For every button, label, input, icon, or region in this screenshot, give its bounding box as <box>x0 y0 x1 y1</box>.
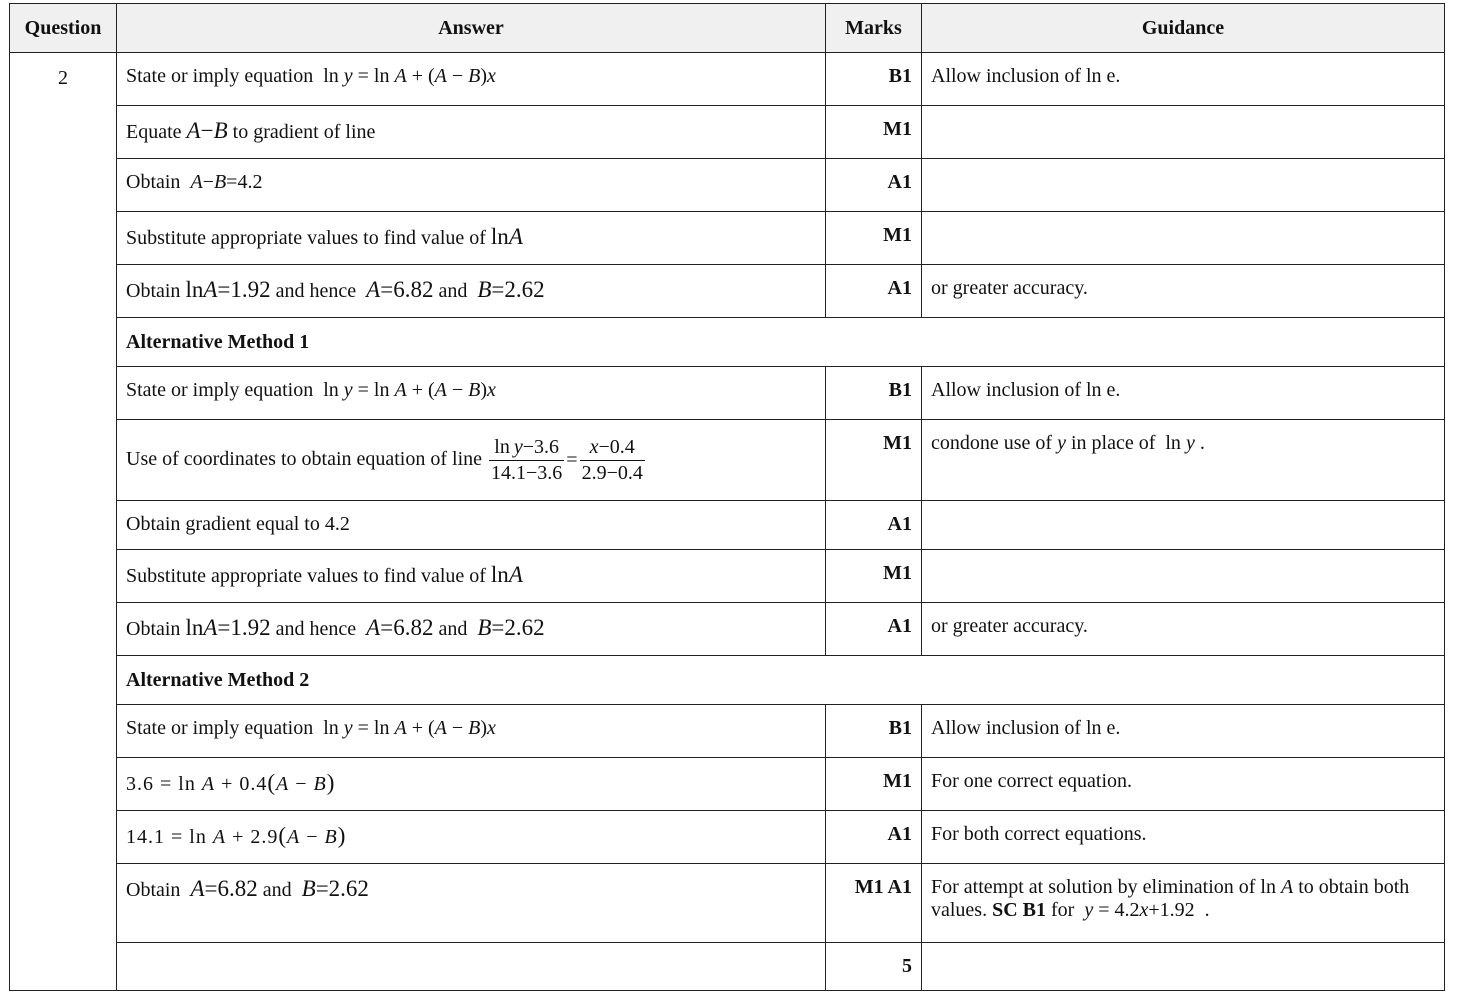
guidance-cell: For both correct equations. <box>922 811 1445 864</box>
guidance-cell: condone use of y in place of ln y . <box>922 420 1445 501</box>
table-row <box>10 501 1445 550</box>
guidance-cell <box>922 501 1445 550</box>
fraction-x: $\frac{x-0.4}{2.9-0.4}$ <box>581 435 643 484</box>
mark-cell: A1 <box>826 265 922 318</box>
table-row <box>10 159 1445 212</box>
mark-cell: M1 <box>826 212 922 265</box>
answer-cell: Use of coordinates to obtain equation of line $\frac{\text{ln y−3.6}}{14.1-3.6}$ = $\frac{x-0.4}{2.9-0.4}$ <box>117 420 826 501</box>
guidance-cell: or greater accuracy. <box>922 603 1445 656</box>
equation-ln-form: ln y = ln A + (A − B)x <box>323 65 496 87</box>
guidance-cell <box>922 159 1445 212</box>
answer-cell: 3.6 = ln A + 0.4(A − B) <box>117 758 826 811</box>
header-answer: Answer <box>117 4 826 53</box>
guidance-cell: For one correct equation. <box>922 758 1445 811</box>
header-question: Question <box>10 4 117 53</box>
mark-cell: A1 <box>826 501 922 550</box>
section-title-alt-method-2: Alternative Method 2 <box>117 656 1445 705</box>
table-row <box>10 811 1445 864</box>
table-row <box>10 550 1445 603</box>
header-guidance: Guidance <box>922 4 1445 53</box>
table-row <box>10 603 1445 656</box>
mark-cell: A1 <box>826 603 922 656</box>
total-row <box>10 943 1445 991</box>
guidance-cell <box>922 550 1445 603</box>
guidance-cell: or greater accuracy. <box>922 265 1445 318</box>
answer-cell: Equate A−B to gradient of line <box>117 106 826 159</box>
mark-cell: B1 <box>826 367 922 420</box>
guidance-cell: Allow inclusion of ln e. <box>922 705 1445 758</box>
header-marks: Marks <box>826 4 922 53</box>
mark-cell: A1 <box>826 811 922 864</box>
table-row <box>10 864 1445 943</box>
header-row <box>10 4 1445 53</box>
equation-ln-form: ln y = ln A + (A − B)x <box>323 379 496 401</box>
table-row <box>10 53 1445 106</box>
guidance-cell <box>922 943 1445 991</box>
answer-cell <box>117 943 826 991</box>
answer-cell: Obtain gradient equal to 4.2 <box>117 501 826 550</box>
mark-cell: M1 <box>826 550 922 603</box>
mark-cell: M1 <box>826 106 922 159</box>
answer-cell: Obtain lnA=1.92 and hence A=6.82 and B=2.62 <box>117 265 826 318</box>
mark-cell: B1 <box>826 53 922 106</box>
answer-cell: State or imply equation ln y = ln A + (A − B)x <box>117 53 826 106</box>
guidance-cell <box>922 212 1445 265</box>
table-row <box>10 106 1445 159</box>
mark-cell: A1 <box>826 159 922 212</box>
table-row <box>10 758 1445 811</box>
mark-cell: M1 <box>826 758 922 811</box>
answer-cell: Obtain lnA=1.92 and hence A=6.82 and B=2.62 <box>117 603 826 656</box>
table-row <box>10 420 1445 501</box>
table-row <box>10 367 1445 420</box>
section-row <box>10 656 1445 705</box>
table-row <box>10 705 1445 758</box>
mark-scheme-table <box>9 3 1445 991</box>
total-marks: 5 <box>826 943 922 991</box>
guidance-cell: Allow inclusion of ln e. <box>922 367 1445 420</box>
answer-cell: State or imply equation ln y = ln A + (A − B)x <box>117 367 826 420</box>
mark-cell: M1 A1 <box>826 864 922 943</box>
answer-cell: 14.1 = ln A + 2.9(A − B) <box>117 811 826 864</box>
mark-cell: M1 <box>826 420 922 501</box>
section-title-alt-method-1: Alternative Method 1 <box>117 318 1445 367</box>
fraction-ln-y: $\frac{\text{ln y−3.6}}{14.1-3.6}$ <box>491 435 563 484</box>
answer-cell: Obtain A=6.82 and B=2.62 <box>117 864 826 943</box>
equation-ln-form: ln y = ln A + (A − B)x <box>323 717 496 739</box>
answer-cell: Substitute appropriate values to find value of lnA <box>117 212 826 265</box>
answer-cell: State or imply equation ln y = ln A + (A − B)x <box>117 705 826 758</box>
answer-cell: Obtain A−B=4.2 <box>117 159 826 212</box>
mark-cell: B1 <box>826 705 922 758</box>
question-number: 2 <box>10 53 117 991</box>
section-row <box>10 318 1445 367</box>
table-row <box>10 212 1445 265</box>
guidance-cell <box>922 106 1445 159</box>
guidance-cell: For attempt at solution by elimination of ln A to obtain both values. SC B1 for y = 4.2x+1.92 . <box>922 864 1445 943</box>
table-row <box>10 265 1445 318</box>
guidance-cell: Allow inclusion of ln e. <box>922 53 1445 106</box>
answer-cell: Substitute appropriate values to find value of lnA <box>117 550 826 603</box>
